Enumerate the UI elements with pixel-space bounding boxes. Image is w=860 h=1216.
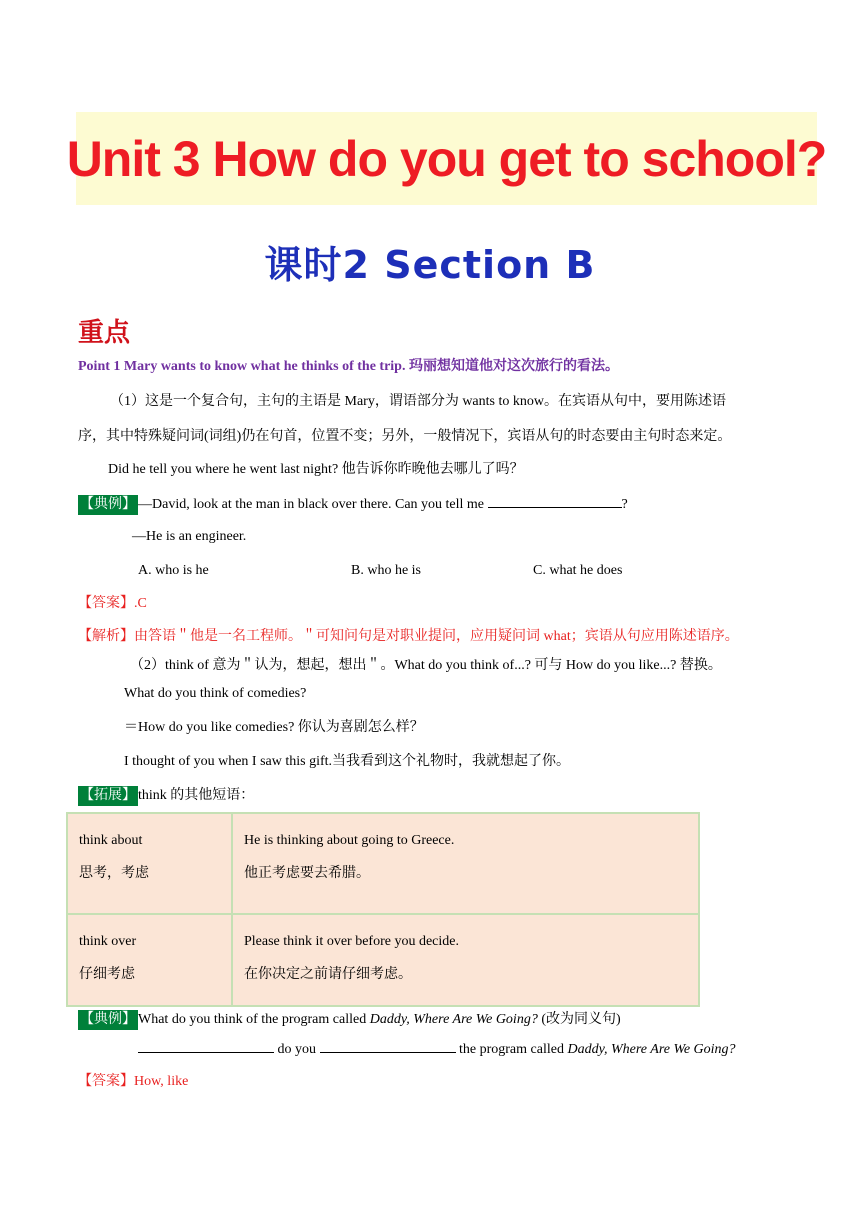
ex2-rewrite-mid1: do you — [274, 1042, 320, 1057]
comedies-equivalent: ＝How do you like comedies? 你认为喜剧怎么样？ — [124, 720, 424, 735]
para2: （2）think of 意为＂认为，想起，想出＂。What do you think of...? 可与 How do you like...? 替换。 — [130, 658, 722, 673]
lesson-subtitle: 课时2 Section B — [264, 243, 596, 287]
ex2-rewrite-title: Daddy, Where Are We Going? — [567, 1042, 736, 1057]
para1-line1: （1）这是一个复合句，主句的主语是 Mary，谓语部分为 wants to know。在宾语从句中，要用陈述语 — [110, 394, 726, 409]
phrase: think over — [79, 934, 137, 949]
title-banner — [66, 112, 827, 205]
example-2-rewrite — [138, 1038, 736, 1060]
ex1-answer-line — [78, 594, 147, 614]
extend-line — [78, 786, 254, 806]
phrases-table — [66, 812, 700, 1007]
comedies-question: What do you think of comedies? — [124, 686, 307, 701]
example-en: He is thinking about going to Greece. — [244, 833, 455, 848]
phrase-cell — [67, 813, 232, 914]
extend-tag: 【拓展】 — [78, 786, 138, 806]
ex1-analysis-line — [78, 627, 739, 647]
ex2-answer-line — [78, 1072, 188, 1092]
ex2-answer: How, like — [134, 1074, 189, 1089]
example-1-question — [78, 493, 628, 515]
option-b: B. who he is — [351, 563, 421, 578]
gift-sentence: I thought of you when I saw this gift.当我看到这个礼物时，我就想起了你。 — [124, 754, 571, 769]
ex1-question-end: ? — [621, 497, 628, 512]
option-c: C. what he does — [533, 563, 623, 578]
ex1-analysis: 由答语＂他是一名工程师。＂可知问句是对职业提问，应用疑问词 what；宾语从句应用陈述语序。 — [134, 629, 739, 644]
answer-blank — [488, 493, 622, 508]
analysis-tag: 【解析】 — [78, 629, 134, 644]
example-cn: 他正考虑要去希腊。 — [244, 866, 370, 881]
ex2-program-title: Daddy, Where Are We Going? — [369, 1012, 538, 1027]
ex2-question-end: (改为同义句) — [537, 1012, 621, 1027]
extend-text: think 的其他短语： — [138, 788, 255, 803]
phrase-meaning: 思考，考虑 — [79, 866, 149, 881]
para1-line2: 序，其中特殊疑问词(词组)仍在句首，位置不变；另外，一般情况下，宾语从句的时态要由主句时态来定。 — [78, 429, 732, 444]
phrase-cell — [67, 914, 232, 1006]
ex2-question-start: What do you think of the program called — [138, 1012, 370, 1027]
example-sentence: Did he tell you where he went last night? 他告诉你昨晚他去哪儿了吗？ — [108, 462, 524, 477]
example-en: Please think it over before you decide. — [244, 934, 459, 949]
table-row — [67, 914, 699, 1006]
phrase-example-cell — [232, 914, 699, 1006]
ex1-question-text: —David, look at the man in black over there. Can you tell me — [138, 497, 485, 512]
example-cn: 在你决定之前请仔细考虑。 — [244, 967, 412, 982]
unit-title: Unit 3 How do you get to school? — [66, 130, 827, 187]
table-row — [67, 813, 699, 914]
answer-blank — [138, 1038, 274, 1053]
answer-tag: 【答案】 — [78, 1074, 134, 1089]
example-tag: 【典例】 — [78, 495, 138, 515]
ex2-rewrite-mid2: the program called — [455, 1042, 568, 1057]
example-tag: 【典例】 — [78, 1010, 138, 1030]
ex1-answer: .C — [134, 596, 147, 611]
answer-blank — [320, 1038, 456, 1053]
phrase-example-cell — [232, 813, 699, 914]
phrase: think about — [79, 833, 143, 848]
option-a: A. who is he — [138, 563, 209, 578]
answer-tag: 【答案】 — [78, 596, 134, 611]
example-2-question — [78, 1010, 621, 1030]
point-1: Point 1 Mary wants to know what he thinks of the trip. 玛丽想知道他对这次旅行的看法。 — [78, 359, 619, 374]
phrase-meaning: 仔细考虑 — [79, 967, 135, 982]
key-points-heading: 重点 — [78, 318, 131, 348]
ex1-reply: —He is an engineer. — [132, 529, 247, 544]
